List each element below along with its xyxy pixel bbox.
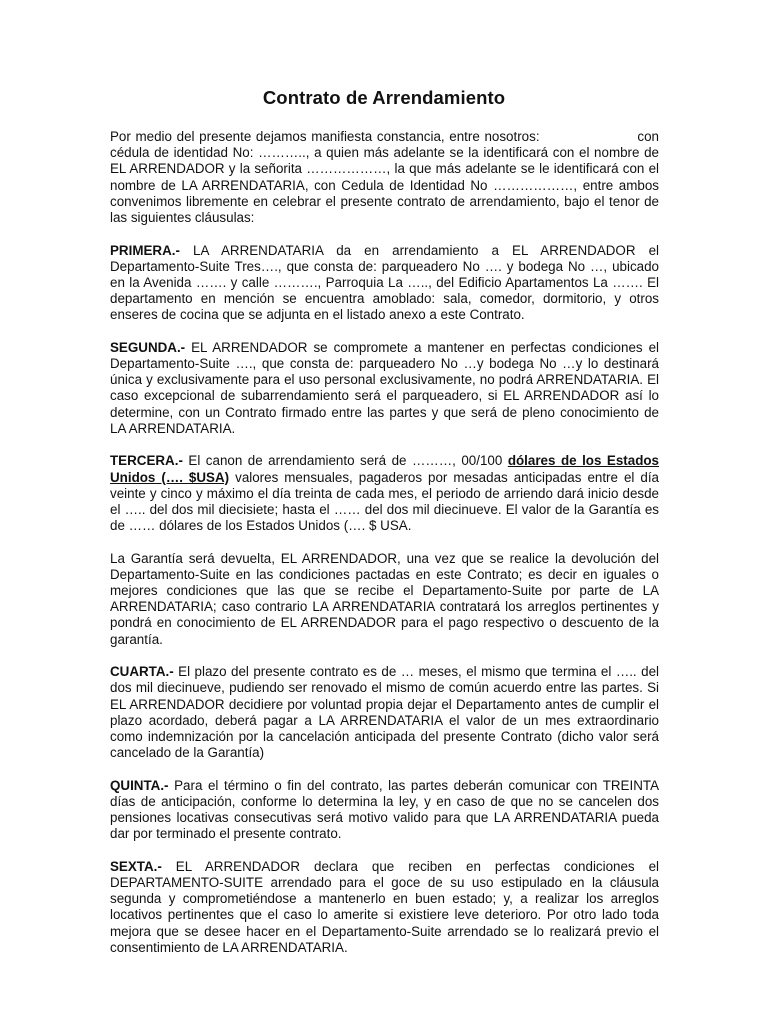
- clause-sexta-label: SEXTA.-: [110, 858, 162, 874]
- clause-primera-label: PRIMERA.-: [110, 242, 180, 258]
- clause-tercera-currency-emphasis: dólares de los Estados Unidos (…. $USA): [110, 453, 659, 485]
- clause-cuarta: [110, 664, 659, 761]
- garantia-text: La Garantía será devuelta, EL ARRENDADOR, una vez que se realice la devolución del Departamento-Suite en las condiciones pactadas en este Contrato; es decir en iguales o mejores condiciones que las que se recibe el Departamento-Suite por parte de LA ARRENDATARIA; caso contrario LA ARRENDATARIA contratará los arreglos pertinentes y pondrá en conocimiento de EL ARRENDADOR para el pago respectivo o descuento de la garantía.: [110, 550, 659, 647]
- clause-quinta: [110, 778, 659, 843]
- clause-sexta-text: EL ARRENDADOR declara que reciben en perfectas condiciones el DEPARTAMENTO-SUITE arrendado para el goce de su uso estipulado en la cláusula segunda y comprometiéndose a mantenerlo en buen estado; y, a realizar los arreglos locativos pertinentes que el caso lo amerite si existiere leve deterioro. Por otro lado toda mejora que se desee hacer en el Departamento-Suite arrendado se lo realizará previo el consentimiento de LA ARRENDATARIA.: [110, 858, 659, 955]
- clause-sexta: [110, 859, 659, 956]
- document-body: [110, 129, 663, 956]
- clause-primera: [110, 243, 659, 324]
- clause-tercera-text-before: El canon de arrendamiento será de ………, 00/100: [182, 453, 508, 469]
- clause-tercera-text-after: valores mensuales, pagaderos por mesadas anticipadas entre el día veinte y cinco y máximo el día treinta de cada mes, el periodo de arriendo dará inicio desde el ….. del dos mil diecisiete; hasta el …… del dos mil diecinueve. El valor de la Garantía es de …… dólares de los Estados Unidos (…. $ USA.: [110, 469, 659, 534]
- clause-segunda: [110, 340, 659, 437]
- clause-segunda-label: SEGUNDA.-: [110, 339, 186, 355]
- intro-text: Por medio del presente dejamos manifiesta constancia, entre nosotros: con cédula de identidad No: ……….., a quien más adelante se la identificará con el nombre de EL ARRENDADOR y la señorita ………………, la que más adelante se le identificará con el nombre de LA ARRENDATARIA, con Cedula de Identidad No ………………, entre ambos convenimos libremente en celebrar el presente contrato de arrendamiento, bajo el tenor de las siguientes cláusulas:: [110, 129, 663, 226]
- clause-quinta-text: Para el término o fin del contrato, las partes deberán comunicar con TREINTA días de anticipación, conforme lo determina la ley, y en caso de que no se cancelen dos pensiones locativas consecutivas será motivo valido para que LA ARRENDATARIA pueda dar por terminado el presente contrato.: [110, 777, 659, 842]
- clause-primera-text: LA ARRENDATARIA da en arrendamiento a EL ARRENDADOR el Departamento-Suite Tres…., que consta de: parqueadero No …. y bodega No …, ubicado en la Avenida ……. y calle ………., Parroquia La ….., del Edificio Apartamentos La ……. El departamento en mención se encuentra amoblado: sala, comedor, dormitorio, y otros enseres de cocina que se adjunta en el listado anexo a este Contrato.: [110, 242, 659, 323]
- clause-segunda-text: EL ARRENDADOR se compromete a mantener en perfectas condiciones el Departamento-Suite …., que consta de: parqueadero No …y bodega No …y lo destinará única y exclusivamente para el uso personal exclusivamente, no podrá ARRENDATARIA. El caso excepcional de subarrendamiento será el parqueadero, si EL ARRENDADOR así lo determine, con un Contrato firmado entre las partes y que será de pleno conocimiento de LA ARRENDATARIA.: [110, 339, 659, 436]
- clause-cuarta-label: CUARTA.-: [110, 664, 174, 680]
- garantia-paragraph: [110, 551, 659, 648]
- document-title: Contrato de Arrendamiento: [262, 87, 506, 108]
- clause-cuarta-text: El plazo del presente contrato es de … meses, el mismo que termina el ….. del dos mil diecinueve, pudiendo ser renovado el mismo de común acuerdo entre las partes. Si EL ARRENDADOR decidiere por voluntad propia dejar el Departamento antes de cumplir el plazo acordado, deberá pagar a LA ARRENDATARIA el valor de un mes extraordinario como indemnización por la cancelación anticipada del presente Contrato (dicho valor será cancelado de la Garantía): [110, 664, 659, 761]
- clause-tercera: [110, 453, 659, 534]
- clause-quinta-label: QUINTA.-: [110, 777, 169, 793]
- intro-paragraph: [110, 129, 663, 226]
- clause-tercera-label: TERCERA.-: [110, 453, 183, 469]
